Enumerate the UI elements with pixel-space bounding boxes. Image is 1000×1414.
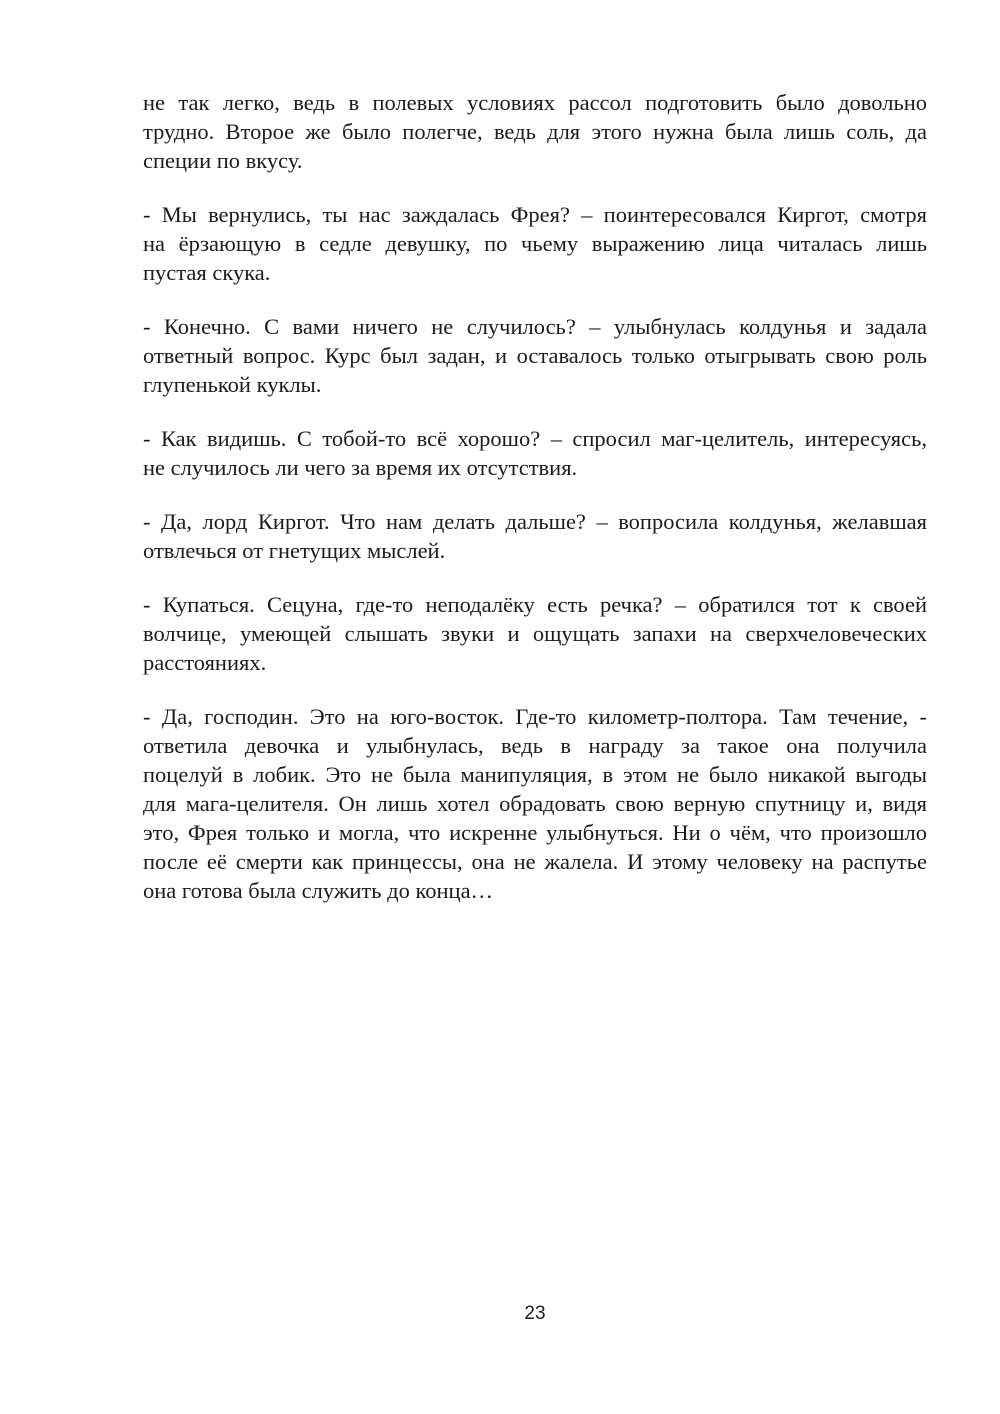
text-line: волчице, умеющей слышать звуки и ощущать запахи на сверхчеловеческих <box>143 621 927 646</box>
text-line: пустая скука. <box>143 260 271 285</box>
text-line: это, Фрея только и могла, что искренне улыбнуться. Ни о чём, что произошло <box>143 820 927 845</box>
text-line: - Мы вернулись, ты нас заждалась Фрея? – поинтересовался Киргот, смотря <box>143 202 927 227</box>
text-line: после её смерти как принцессы, она не жалела. И этому человеку на распутье <box>143 849 927 874</box>
text-line: для мага-целителя. Он лишь хотел обрадовать свою верную спутницу и, видя <box>143 791 927 816</box>
text-line: ответный вопрос. Курс был задан, и оставалось только отыгрывать свою роль <box>143 343 927 368</box>
page-number: 23 <box>524 1303 546 1324</box>
text-line: - Как видишь. С тобой-то всё хорошо? – спросил маг-целитель, интересуясь, <box>143 426 927 451</box>
text-line: на ёрзающую в седле девушку, по чьему выражению лица читалась лишь <box>143 231 927 256</box>
paragraph <box>143 88 927 175</box>
text-line: она готова была служить до конца… <box>143 878 494 903</box>
text-line: глупенькой куклы. <box>143 372 322 397</box>
text-line: специи по вкусу. <box>143 148 303 173</box>
text-line: - Конечно. С вами ничего не случилось? – улыбнулась колдунья и задала <box>143 314 927 339</box>
paragraph <box>143 590 927 677</box>
text-line: поцелуй в лобик. Это не была манипуляция, в этом не было никакой выгоды <box>143 762 927 787</box>
text-block <box>143 88 927 930</box>
text-line: трудно. Второе же было полегче, ведь для этого нужна была лишь соль, да <box>143 119 927 144</box>
text-line: - Да, господин. Это на юго-восток. Где-то километр-полтора. Там течение, - <box>143 704 927 729</box>
paragraph <box>143 424 927 482</box>
paragraph <box>143 702 927 905</box>
text-line: - Купаться. Сецуна, где-то неподалёку есть речка? – обратился тот к своей <box>143 592 927 617</box>
text-line: расстояниях. <box>143 650 267 675</box>
text-line: не случилось ли чего за время их отсутствия. <box>143 455 578 480</box>
text-line: не так легко, ведь в полевых условиях рассол подготовить было довольно <box>143 90 927 115</box>
text-line: ответила девочка и улыбнулась, ведь в награду за такое она получила <box>143 733 927 758</box>
text-line: - Да, лорд Киргот. Что нам делать дальше? – вопросила колдунья, желавшая <box>143 509 927 534</box>
text-line: отвлечься от гнетущих мыслей. <box>143 538 446 563</box>
paragraph <box>143 312 927 399</box>
paragraph <box>143 507 927 565</box>
paragraph <box>143 200 927 287</box>
